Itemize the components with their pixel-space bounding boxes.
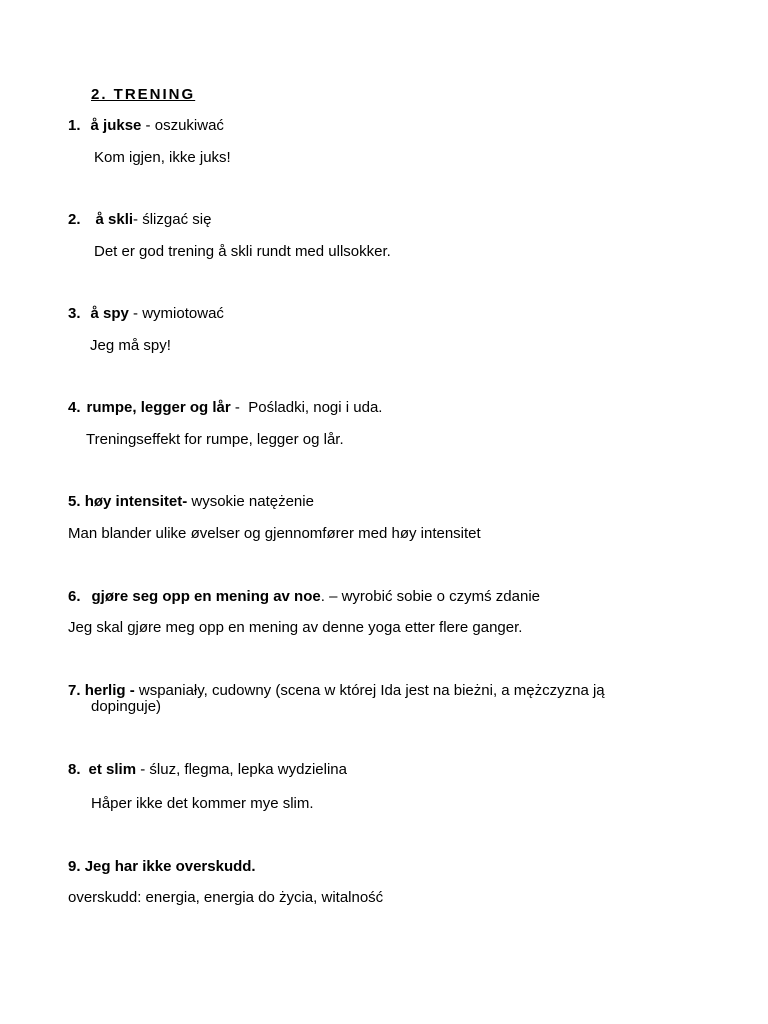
vocab-entry-1 — [68, 117, 224, 134]
entry-example: Treningseffekt for rumpe, legger og lår. — [86, 431, 344, 448]
section-title: 2. TRENING — [91, 86, 196, 103]
vocab-entry-4 — [68, 399, 382, 416]
vocab-entry-5 — [68, 493, 314, 510]
vocab-entry-2 — [68, 211, 211, 228]
entry-term: å spy — [90, 305, 129, 322]
entry-separator: - — [133, 211, 143, 228]
entry-example: Man blander ulike øvelser og gjennomfører med høy intensitet — [68, 525, 481, 542]
entry-separator: - — [141, 117, 155, 134]
entry-example: Håper ikke det kommer mye slim. — [91, 795, 314, 812]
entry-example: Kom igjen, ikke juks! — [94, 149, 231, 166]
entry-example: overskudd: energia, energia do życia, witalność — [68, 889, 384, 906]
entry-number: 9. — [68, 858, 81, 875]
entry-term: å jukse — [90, 117, 142, 134]
entry-translation: Pośladki, nogi i uda. — [248, 399, 383, 416]
entry-term: et slim — [88, 761, 137, 778]
entry-number: 6. — [68, 588, 81, 605]
vocab-entry-8 — [68, 761, 347, 778]
entry-example: Jeg skal gjøre meg opp en mening av denne yoga etter flere ganger. — [68, 619, 523, 636]
vocab-entry-7 — [68, 682, 605, 699]
entry-term: rumpe, legger og lår — [86, 399, 231, 416]
entry-translation: wyrobić sobie o czymś zdanie — [341, 588, 541, 605]
entry-example: Jeg må spy! — [90, 337, 171, 354]
entry-example: Det er god trening å skli rundt med ullsokker. — [94, 243, 391, 260]
entry-translation: ślizgać się — [142, 211, 212, 228]
vocab-entry-3 — [68, 305, 224, 322]
entry-number: 4. — [68, 399, 81, 416]
entry-number: 7. — [68, 682, 81, 699]
entry-translation: wspaniały, cudowny (scena w której Ida jest na bieżni, a mężczyzna ją — [138, 682, 605, 699]
entry-number: 3. — [68, 305, 81, 322]
entry-translation: śluz, flegma, lepka wydzielina — [149, 761, 347, 778]
entry-separator: - — [136, 761, 150, 778]
entry-separator: - — [128, 305, 143, 322]
entry-term: høy intensitet- — [84, 493, 188, 510]
entry-term: Jeg har ikke overskudd. — [84, 858, 256, 875]
entry-separator: - — [230, 399, 249, 416]
entry-term: herlig - — [84, 682, 135, 699]
entry-number: 2. — [68, 211, 81, 228]
entry-number: 5. — [68, 493, 81, 510]
entry-number: 8. — [68, 761, 81, 778]
entry-number: 1. — [68, 117, 81, 134]
entry-translation: wysokie natężenie — [191, 493, 314, 510]
entry-separator: . – — [320, 588, 342, 605]
entry-translation: wymiotować — [142, 305, 224, 322]
entry-translation: oszukiwać — [154, 117, 224, 134]
vocab-entry-9 — [68, 858, 256, 875]
vocab-entry-6 — [68, 588, 540, 605]
entry-translation-continued: dopinguje) — [91, 698, 162, 715]
entry-term: å skli — [95, 211, 134, 228]
entry-term: gjøre seg opp en mening av noe — [91, 588, 321, 605]
